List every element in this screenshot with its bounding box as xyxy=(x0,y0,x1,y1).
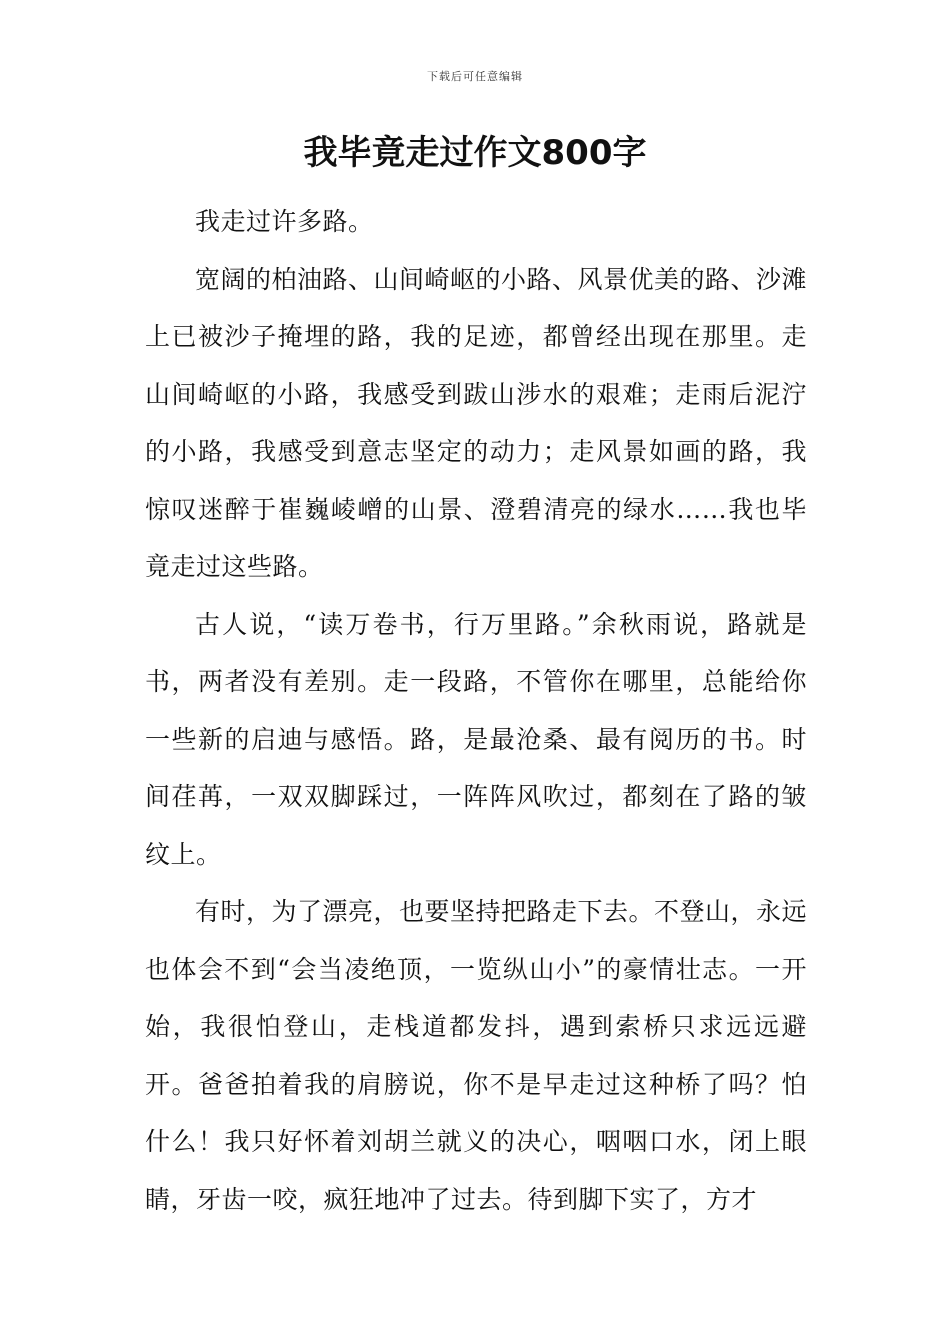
paragraph: 宽阔的柏油路、山间崎岖的小路、风景优美的路、沙滩上已被沙子掩埋的路，我的足迹，都曾经出现在那里。走山间崎岖的小路，我感受到跋山涉水的艰难；走雨后泥泞的小路，我感受到意志坚定的动力；走风景如画的路，我惊叹迷醉于崔巍崚嶒的山景、澄碧清亮的绿水……我也毕竟走过这些路。 xyxy=(145,264,808,581)
paragraph: 我走过许多路。 xyxy=(195,207,374,236)
paragraph: 有时，为了漂亮，也要坚持把路走下去。不登山，永远也体会不到“会当凌绝顶，一览纵山小”的豪情壮志。一开始，我很怕登山，走栈道都发抖，遇到索桥只求远远避开。爸爸拍着我的肩膀说，你不是早走过这种桥了吗？怕什么！我只好怀着刘胡兰就义的决心，咽咽口水，闭上眼睛，牙齿一咬，疯狂地冲了过去。待到脚下实了，方才 xyxy=(145,897,808,1214)
header-note: 下载后可任意编辑 xyxy=(427,70,523,83)
paragraph: 古人说，“读万卷书，行万里路。”余秋雨说，路就是书，两者没有差别。走一段路，不管你在哪里，总能给你一些新的启迪与感悟。路，是最沧桑、最有阅历的书。时间荏苒，一双双脚踩过，一阵阵风吹过，都刻在了路的皱纹上。 xyxy=(145,609,807,869)
document-title: 我毕竟走过作文800字 xyxy=(303,133,647,173)
document-body xyxy=(145,193,807,1228)
